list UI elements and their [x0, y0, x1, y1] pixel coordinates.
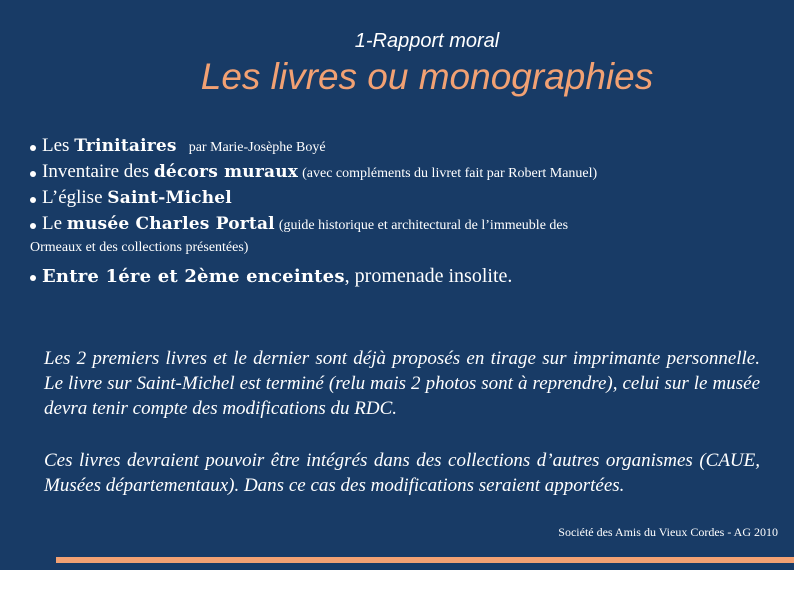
bullet-bold-title: musée Charles Portal — [66, 214, 275, 234]
paragraph-collections: Ces livres devraient pouvoir être intégrés dans des collections d’autres organismes (CAUE, Musées départementaux). Dans ce cas des modifications seraient apportées. — [44, 450, 760, 496]
bullet-item-decors — [30, 160, 770, 186]
bullet-note: (avec compléments du livret fait par Robert Manuel) — [302, 166, 598, 181]
bullet-prefix: Les — [42, 135, 75, 156]
bullet-item-musee — [30, 212, 770, 238]
accent-rule — [56, 557, 794, 563]
bullet-prefix: L’église — [42, 187, 108, 208]
bullet-icon — [30, 171, 36, 177]
bullet-icon — [30, 223, 36, 229]
paragraph-status: Les 2 premiers livres et le dernier sont déjà proposés en tirage sur imprimante personnelle. Le livre sur Saint-Michel est terminé (relu mais 2 photos sont à reprendre), celui sur le musée devra tenir compte des modifications du RDC. — [44, 348, 760, 419]
bullet-bold-title: Saint-Michel — [107, 188, 232, 208]
bullet-continuation: Ormeaux et des collections présentées) — [30, 240, 249, 255]
bullet-note: par Marie-Josèphe Boyé — [188, 140, 326, 155]
bullet-prefix: Inventaire des — [42, 161, 154, 182]
bullet-icon — [30, 145, 36, 151]
bullet-item-enceintes — [30, 264, 770, 289]
bullet-note: , promenade insolite. — [344, 265, 513, 287]
bullet-item-trinitaires — [30, 134, 770, 160]
slide-subtitle: 1-Rapport moral — [354, 30, 500, 52]
bullet-bold-title: décors muraux — [153, 162, 299, 182]
bullet-bold-title: Entre 1ére et 2ème enceintes — [42, 266, 345, 287]
bullet-icon — [30, 197, 36, 203]
bullet-bold-title: Trinitaires — [74, 136, 177, 156]
bullet-prefix: Le — [42, 213, 67, 234]
bullet-item-saint-michel — [30, 186, 770, 212]
bullet-icon — [30, 275, 36, 281]
slide-footer: Société des Amis du Vieux Cordes - AG 2010 — [558, 525, 778, 539]
bullet-note: (guide historique et architectural de l’immeuble des — [278, 218, 569, 233]
bullet-list — [30, 134, 770, 289]
slide-title: Les livres ou monographies — [200, 56, 654, 97]
